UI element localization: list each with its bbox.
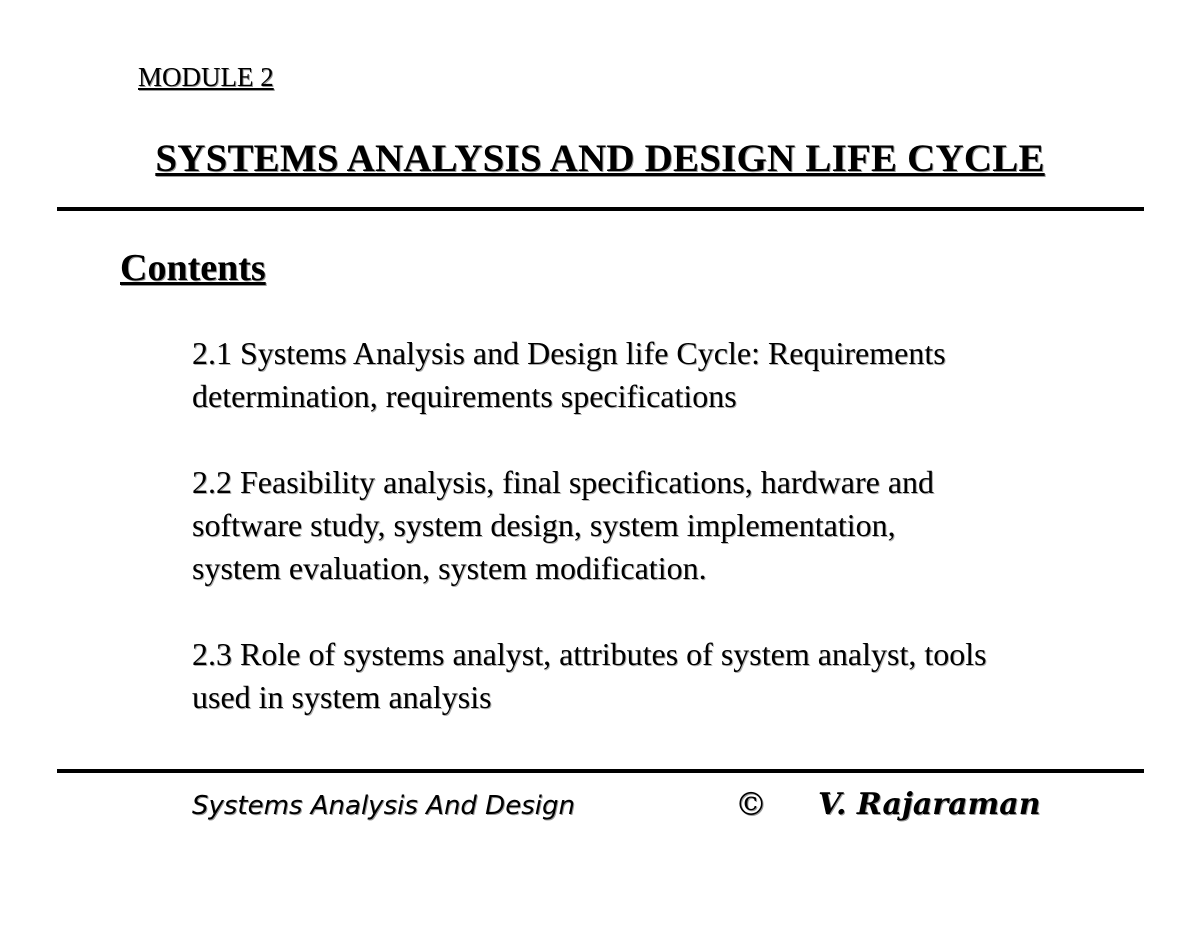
bottom-divider bbox=[57, 769, 1144, 773]
contents-item-line: used in system analysis bbox=[192, 679, 492, 715]
copyright-symbol: © bbox=[735, 785, 767, 823]
contents-item-2-3 bbox=[192, 633, 1132, 719]
footer bbox=[0, 785, 1200, 835]
contents-heading: Contents bbox=[120, 247, 266, 289]
contents-item-line: system evaluation, system modification. bbox=[192, 550, 707, 586]
module-label: MODULE 2 bbox=[138, 62, 274, 92]
top-divider bbox=[57, 207, 1144, 211]
contents-item-line: 2.1 Systems Analysis and Design life Cycle: Requirements bbox=[192, 335, 946, 371]
contents-item-line: software study, system design, system implementation, bbox=[192, 507, 896, 543]
contents-item-line: determination, requirements specifications bbox=[192, 378, 737, 414]
contents-item-line: 2.3 Role of systems analyst, attributes of system analyst, tools bbox=[192, 636, 987, 672]
contents-item-2-2 bbox=[192, 461, 1132, 590]
footer-course-title: Systems Analysis And Design bbox=[192, 791, 575, 821]
footer-author: V. Rajaraman bbox=[818, 787, 1041, 822]
contents-item-line: 2.2 Feasibility analysis, final specifications, hardware and bbox=[192, 464, 935, 500]
contents-list bbox=[192, 332, 1132, 762]
contents-item-2-1 bbox=[192, 332, 1132, 418]
page-title: SYSTEMS ANALYSIS AND DESIGN LIFE CYCLE bbox=[155, 137, 1045, 180]
